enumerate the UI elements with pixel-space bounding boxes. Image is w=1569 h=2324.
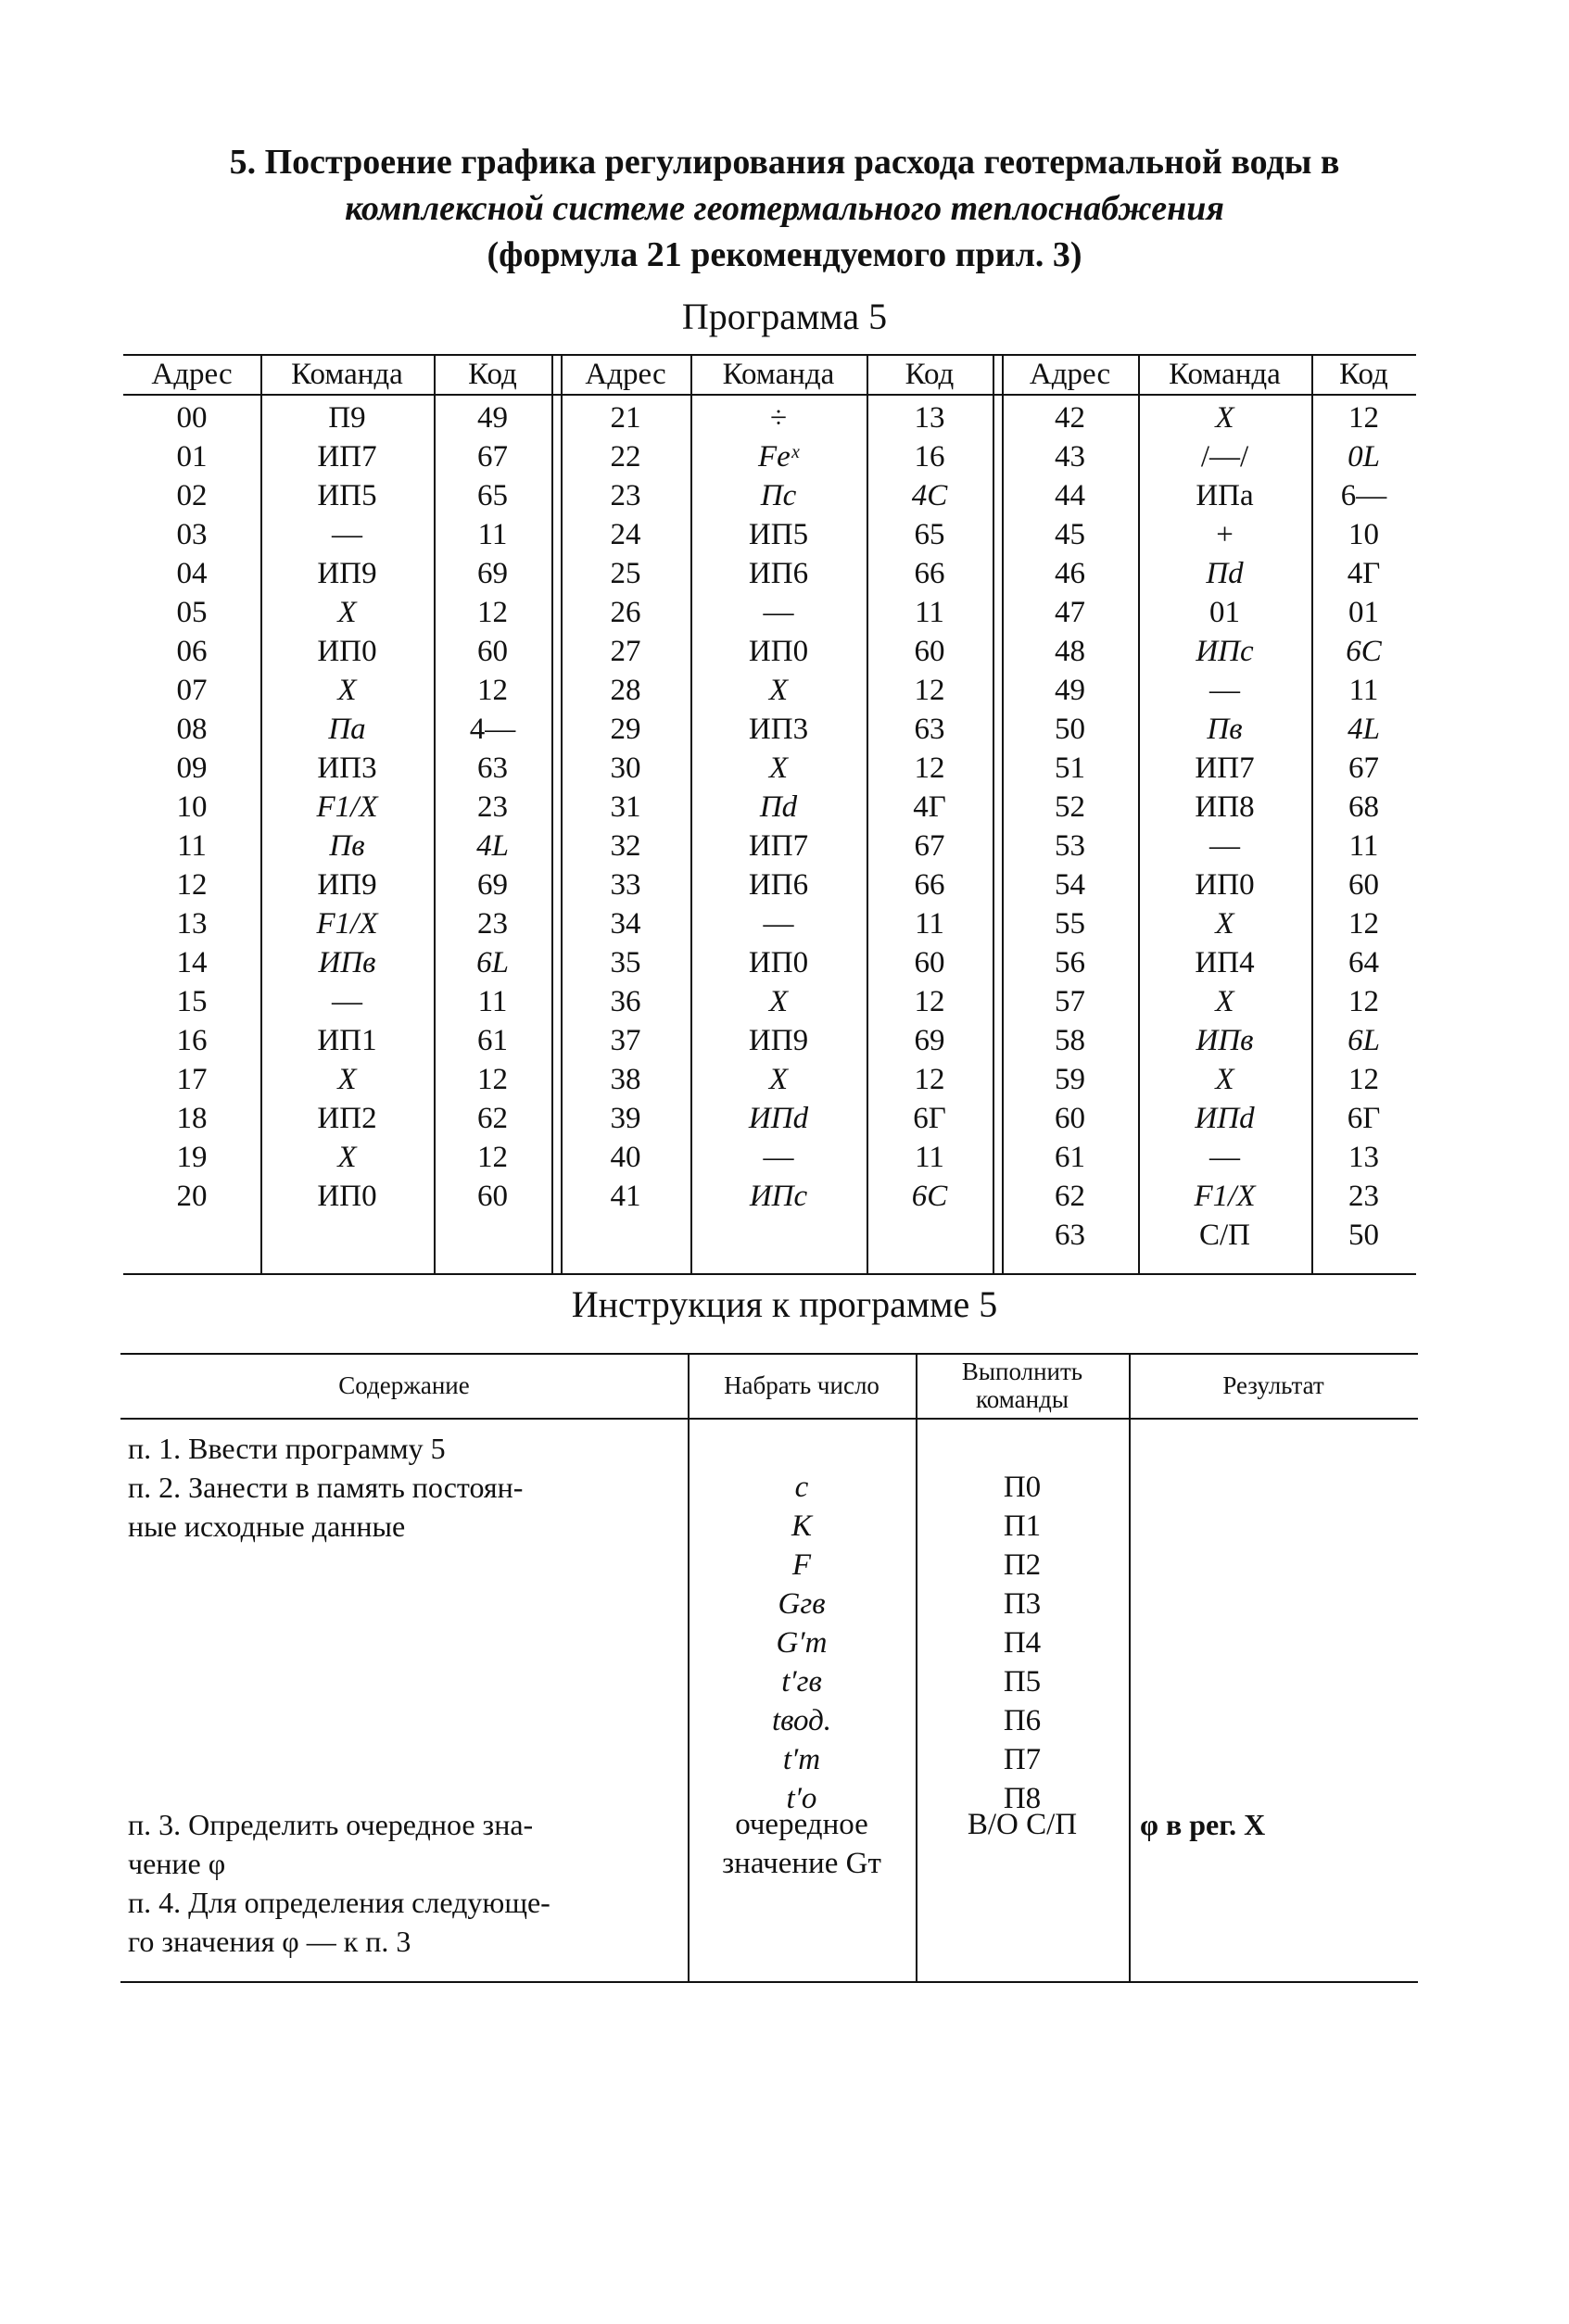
cell-code: 6Г [913, 1102, 946, 1135]
cell-code: 4L [476, 829, 509, 863]
cell-address: 02 [176, 479, 208, 512]
input-value: t′гв [781, 1665, 822, 1699]
header-address: Адрес [1029, 358, 1111, 391]
cell-command: X [1215, 401, 1234, 435]
header-address: Адрес [151, 358, 233, 391]
cell-command: ИПd [748, 1102, 809, 1135]
cell-code: 50 [1348, 1219, 1379, 1252]
cell-command: — [763, 907, 794, 941]
step-3-line-2: чение φ [128, 1847, 226, 1880]
step-3-input-line-1: очередное [735, 1808, 868, 1841]
command-value: П7 [1003, 1743, 1042, 1776]
cell-code: 49 [477, 401, 508, 435]
cell-address: 40 [610, 1141, 641, 1174]
cell-command: ИПd [1195, 1102, 1255, 1135]
cell-code: 6С [911, 1180, 948, 1213]
cell-code: 67 [914, 829, 945, 863]
header-result: Результат [1222, 1371, 1324, 1399]
cell-address: 61 [1055, 1141, 1085, 1174]
cell-code: 12 [1348, 1063, 1379, 1096]
cell-code: 11 [1348, 674, 1379, 707]
input-value: tвод. [771, 1704, 832, 1737]
cell-address: 34 [610, 907, 641, 941]
cell-code: 11 [477, 985, 508, 1018]
cell-address: 53 [1055, 829, 1085, 863]
input-value: K [791, 1509, 812, 1543]
cell-command: ИП4 [1195, 946, 1255, 979]
instruction-caption: Инструкция к программе 5 [571, 1283, 998, 1325]
cell-command: ИПв [318, 946, 376, 979]
cell-command: X [768, 752, 789, 785]
cell-code: 4Г [1347, 557, 1381, 590]
cell-command: ИП2 [317, 1102, 377, 1135]
cell-address: 08 [176, 713, 208, 746]
cell-code: 12 [1348, 985, 1379, 1018]
cell-code: 23 [477, 790, 508, 824]
cell-code: 16 [914, 440, 945, 474]
cell-code: 23 [477, 907, 508, 941]
cell-command: F1/X [316, 907, 378, 941]
input-value: G′т [776, 1626, 828, 1660]
cell-address: 31 [610, 790, 641, 824]
cell-address: 45 [1055, 518, 1085, 551]
cell-code: 60 [1348, 868, 1379, 902]
cell-address: 03 [176, 518, 208, 551]
cell-command: ИП0 [748, 946, 809, 979]
cell-command: X [768, 985, 789, 1018]
header-command: Команда [291, 358, 403, 391]
cell-code: 12 [1348, 907, 1379, 941]
header-exec-line-1: Выполнить [961, 1358, 1083, 1385]
cell-address: 57 [1055, 985, 1085, 1018]
cell-code: 12 [914, 1063, 945, 1096]
command-value: П5 [1003, 1665, 1042, 1699]
cell-code: 01 [1348, 596, 1379, 629]
cell-address: 58 [1055, 1024, 1085, 1057]
cell-command: ИП9 [317, 868, 377, 902]
cell-command: ИП3 [317, 752, 377, 785]
cell-command: ИП1 [317, 1024, 377, 1057]
cell-command: ИПа [1196, 479, 1254, 512]
cell-command: ИП5 [748, 518, 809, 551]
cell-command: Па [328, 713, 366, 746]
cell-address: 06 [176, 635, 208, 668]
cell-command: X [1215, 1063, 1234, 1096]
cell-command: X [337, 596, 357, 629]
cell-command: ИПс [749, 1180, 808, 1213]
input-value: t′т [782, 1743, 821, 1776]
cell-address: 42 [1055, 401, 1085, 435]
cell-code: 66 [914, 557, 945, 590]
program-table-header-rule [123, 394, 1416, 396]
cell-address: 23 [610, 479, 641, 512]
cell-address: 46 [1055, 557, 1085, 590]
cell-address: 22 [610, 440, 641, 474]
cell-command: X [337, 1063, 357, 1096]
cell-address: 35 [610, 946, 641, 979]
cell-address: 32 [610, 829, 641, 863]
cell-code: 64 [1348, 946, 1379, 979]
cell-command: ИП9 [748, 1024, 809, 1057]
cell-address: 01 [176, 440, 208, 474]
cell-address: 43 [1055, 440, 1085, 474]
title-line-3: (формула 21 рекомендуемого прил. 3) [487, 235, 1082, 274]
cell-command: ИП0 [1195, 868, 1255, 902]
cell-address: 47 [1055, 596, 1085, 629]
cell-address: 00 [176, 401, 208, 435]
cell-address: 36 [610, 985, 641, 1018]
command-value: П1 [1003, 1509, 1042, 1543]
cell-command: — [332, 518, 362, 551]
cell-command: ИП0 [748, 635, 809, 668]
cell-address: 38 [610, 1063, 641, 1096]
cell-address: 04 [176, 557, 208, 590]
cell-address: 48 [1055, 635, 1085, 668]
cell-command: ИП8 [1195, 790, 1255, 824]
header-exec-line-2: команды [976, 1385, 1069, 1413]
cell-code: 69 [477, 557, 508, 590]
instruction-table [120, 1353, 1418, 1983]
cell-command: F1/X [1194, 1180, 1256, 1213]
section-title [0, 139, 1569, 278]
cell-command: X [768, 1063, 789, 1096]
cell-code: 69 [477, 868, 508, 902]
cell-code: 13 [914, 401, 945, 435]
cell-address: 59 [1055, 1063, 1085, 1096]
cell-address: 19 [176, 1141, 208, 1174]
cell-command: — [332, 985, 362, 1018]
header-input: Набрать число [724, 1371, 879, 1399]
instruction-bottom-rule [120, 1981, 1418, 1983]
cell-code: 10 [1348, 518, 1379, 551]
cell-address: 21 [610, 401, 641, 435]
cell-code: 12 [914, 752, 945, 785]
cell-code: 4— [469, 713, 516, 746]
cell-address: 16 [176, 1024, 208, 1057]
cell-code: 11 [477, 518, 508, 551]
cell-command: ÷ [769, 401, 788, 435]
cell-address: 09 [176, 752, 208, 785]
cell-code: 63 [477, 752, 508, 785]
cell-address: 56 [1055, 946, 1085, 979]
header-command: Команда [722, 358, 835, 391]
command-value: П8 [1003, 1782, 1042, 1815]
instruction-divider [1129, 1353, 1131, 1983]
cell-code: 12 [477, 1141, 508, 1174]
cell-code: 4L [1348, 713, 1380, 746]
input-value: Gгв [778, 1587, 826, 1621]
step-1: п. 1. Ввести программу 5 [128, 1432, 446, 1465]
cell-code: 6С [1346, 635, 1382, 668]
cell-address: 33 [610, 868, 641, 902]
cell-command: ИП6 [748, 557, 809, 590]
cell-code: 13 [1348, 1141, 1379, 1174]
cell-address: 55 [1055, 907, 1085, 941]
cell-address: 07 [176, 674, 208, 707]
step-2-line-1: п. 2. Занести в память постоян- [128, 1471, 524, 1504]
title-line-2: комплексной системе геотермального теплоснабжения [345, 189, 1224, 228]
step-2-line-2: ные исходные данные [128, 1509, 406, 1543]
cell-command: X [337, 674, 357, 707]
cell-command: Feˣ [757, 440, 800, 474]
cell-address: 26 [610, 596, 641, 629]
cell-address: 62 [1055, 1180, 1085, 1213]
cell-code: 6L [476, 946, 509, 979]
program-table [123, 354, 1416, 1275]
cell-command: /—/ [1200, 440, 1249, 474]
cell-command: X [1215, 907, 1234, 941]
cell-command: ИПс [1196, 635, 1254, 668]
cell-command: Пd [759, 790, 798, 824]
cell-code: 4С [911, 479, 948, 512]
cell-address: 11 [177, 829, 207, 863]
cell-address: 29 [610, 713, 641, 746]
title-line-1: 5. Построение графика регулирования расхода геотермальной воды в [229, 143, 1340, 182]
cell-code: 23 [1348, 1180, 1379, 1213]
command-value: П0 [1003, 1471, 1042, 1504]
step-3-result: φ в рег. X [1140, 1808, 1266, 1841]
command-value: П6 [1003, 1704, 1042, 1737]
cell-code: 63 [914, 713, 945, 746]
cell-command: ИП7 [748, 829, 809, 863]
cell-command: ИП0 [317, 1180, 377, 1213]
cell-code: 12 [477, 1063, 508, 1096]
cell-command: ИП9 [317, 557, 377, 590]
cell-code: 60 [914, 635, 945, 668]
command-value: П3 [1003, 1587, 1042, 1621]
cell-code: 12 [1348, 401, 1379, 435]
step-3-line-1: п. 3. Определить очередное зна- [128, 1808, 534, 1841]
cell-command: — [763, 1141, 794, 1174]
cell-address: 63 [1055, 1219, 1085, 1252]
cell-code: 4Г [913, 790, 946, 824]
cell-code: 12 [914, 674, 945, 707]
cell-command: ИП7 [1195, 752, 1255, 785]
cell-command: X [1215, 985, 1234, 1018]
cell-address: 24 [610, 518, 641, 551]
cell-command: С/П [1198, 1219, 1250, 1252]
step-3-command: В/О С/П [967, 1808, 1078, 1841]
cell-address: 05 [176, 596, 208, 629]
cell-code: 6L [1348, 1024, 1380, 1057]
cell-code: 12 [914, 985, 945, 1018]
cell-address: 18 [176, 1102, 208, 1135]
cell-command: ИП3 [748, 713, 809, 746]
cell-command: Пв [329, 829, 365, 863]
cell-command: 01 [1209, 596, 1240, 629]
cell-address: 37 [610, 1024, 641, 1057]
header-command: Команда [1169, 358, 1281, 391]
cell-code: 61 [477, 1024, 508, 1057]
cell-code: 6Г [1347, 1102, 1381, 1135]
cell-address: 52 [1055, 790, 1085, 824]
cell-command: ИП5 [317, 479, 377, 512]
cell-code: 6— [1340, 479, 1387, 512]
input-value: F [791, 1548, 812, 1582]
cell-command: ИПв [1196, 1024, 1254, 1057]
cell-command: X [337, 1141, 357, 1174]
cell-address: 54 [1055, 868, 1085, 902]
header-address: Адрес [585, 358, 666, 391]
header-code: Код [1339, 358, 1388, 391]
instruction-header-rule [120, 1418, 1418, 1420]
program-table-bottom-rule [123, 1273, 1416, 1275]
cell-code: 11 [1348, 829, 1379, 863]
cell-command: ИП0 [317, 635, 377, 668]
cell-code: 0L [1348, 440, 1380, 474]
cell-code: 12 [477, 674, 508, 707]
cell-command: — [1209, 1141, 1240, 1174]
cell-code: 11 [915, 907, 944, 941]
cell-address: 10 [176, 790, 208, 824]
cell-address: 13 [176, 907, 208, 941]
cell-command: — [1209, 674, 1240, 707]
cell-address: 15 [176, 985, 208, 1018]
cell-address: 30 [610, 752, 641, 785]
step-4-line-2: го значения φ — к п. 3 [128, 1925, 411, 1958]
header-code: Код [468, 358, 517, 391]
cell-code: 11 [915, 596, 944, 629]
cell-address: 50 [1055, 713, 1085, 746]
cell-address: 14 [176, 946, 208, 979]
cell-command: — [1209, 829, 1240, 863]
cell-address: 60 [1055, 1102, 1085, 1135]
cell-address: 41 [610, 1180, 641, 1213]
program-column-rule [993, 354, 994, 1275]
command-value: П4 [1003, 1626, 1042, 1660]
cell-command: ИП6 [748, 868, 809, 902]
cell-address: 27 [610, 635, 641, 668]
cell-command: П9 [328, 401, 366, 435]
cell-code: 68 [1348, 790, 1379, 824]
header-content: Содержание [338, 1371, 470, 1399]
cell-address: 49 [1055, 674, 1085, 707]
cell-code: 60 [477, 1180, 508, 1213]
cell-code: 66 [914, 868, 945, 902]
cell-address: 28 [610, 674, 641, 707]
header-code: Код [905, 358, 955, 391]
cell-address: 20 [176, 1180, 208, 1213]
step-3-input-line-2: значение Gт [722, 1847, 881, 1880]
cell-command: Пd [1206, 557, 1244, 590]
cell-command: X [768, 674, 789, 707]
cell-command: F1/X [316, 790, 378, 824]
cell-address: 39 [610, 1102, 641, 1135]
input-value: c [794, 1471, 809, 1504]
cell-code: 69 [914, 1024, 945, 1057]
cell-code: 65 [914, 518, 945, 551]
cell-code: 67 [477, 440, 508, 474]
cell-address: 51 [1055, 752, 1085, 785]
cell-address: 17 [176, 1063, 208, 1096]
cell-code: 60 [914, 946, 945, 979]
program-caption: Программа 5 [681, 296, 888, 337]
cell-code: 60 [477, 635, 508, 668]
cell-code: 11 [915, 1141, 944, 1174]
cell-command: Пв [1207, 713, 1243, 746]
cell-address: 25 [610, 557, 641, 590]
cell-command: — [763, 596, 794, 629]
cell-address: 12 [176, 868, 208, 902]
cell-command: ИП7 [317, 440, 377, 474]
cell-address: 44 [1055, 479, 1085, 512]
command-value: П2 [1003, 1548, 1042, 1582]
cell-command: Пс [760, 479, 797, 512]
cell-command: + [1216, 518, 1234, 551]
cell-code: 12 [477, 596, 508, 629]
program-column-rule [551, 354, 553, 1275]
header-exec [916, 1353, 1129, 1418]
input-value: t′о [786, 1782, 817, 1815]
step-4-line-1: п. 4. Для определения следующе- [128, 1886, 550, 1919]
cell-code: 67 [1348, 752, 1379, 785]
cell-code: 65 [477, 479, 508, 512]
cell-code: 62 [477, 1102, 508, 1135]
